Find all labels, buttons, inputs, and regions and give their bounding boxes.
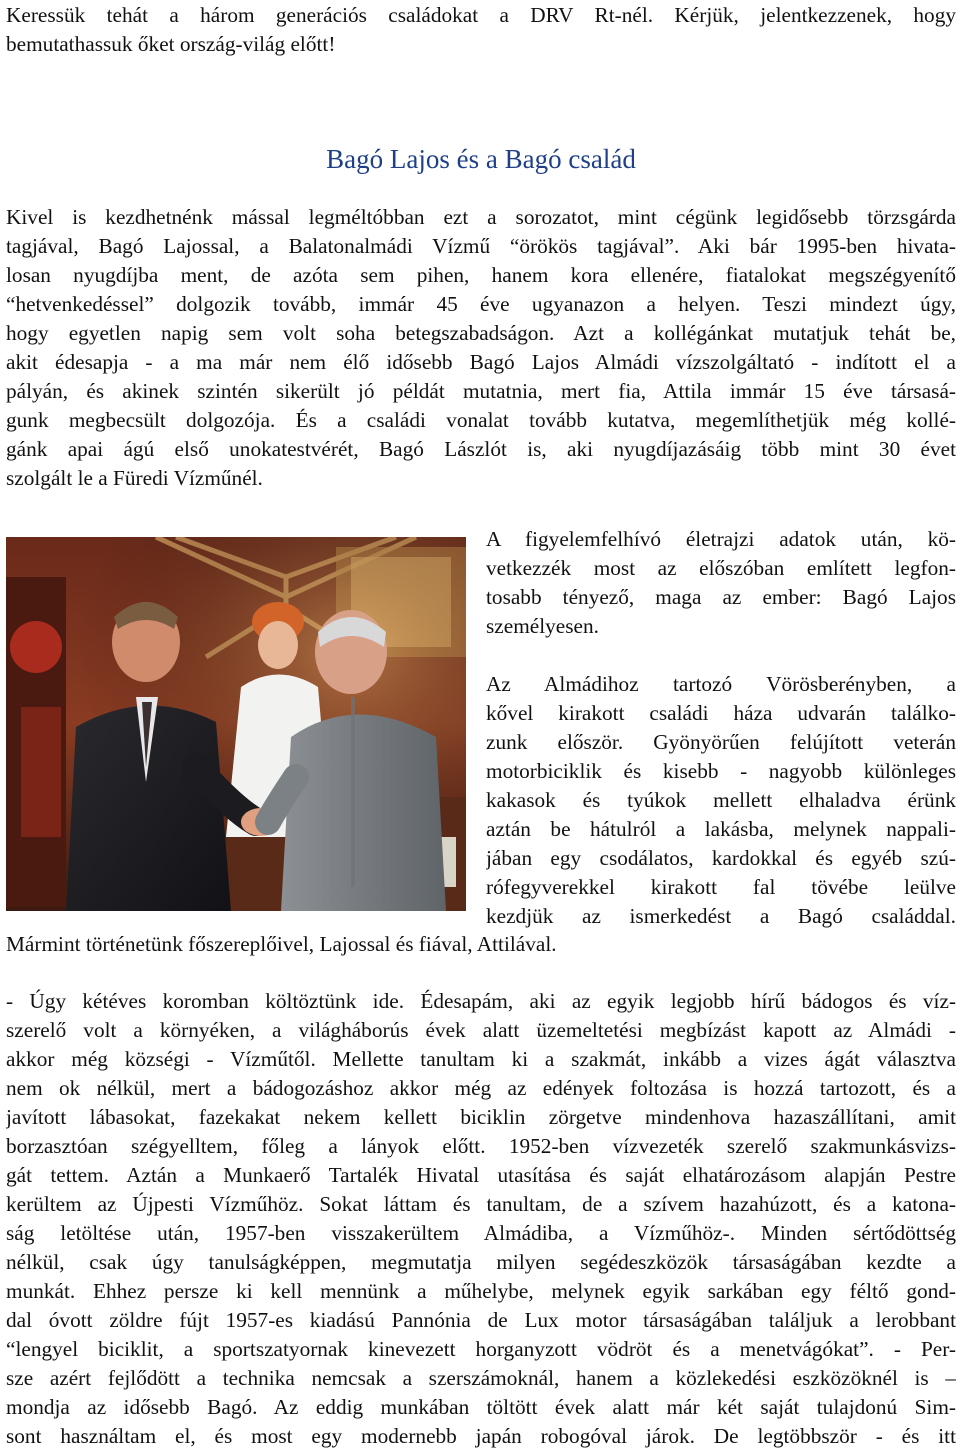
text-line: javított lábasokat, fazekakat nekem kellett biciklin zörgetve mindenhova hazaszállítani, amit: [6, 1105, 956, 1129]
text-line: aztán be hátulról a lakásba, melynek nappali-: [486, 817, 956, 841]
text-line: gát tettem. Aztán a Munkaerő Tartalék Hivatal utasítása és saját elhatározásom alapján Pestre: [6, 1163, 956, 1187]
text-line: - Úgy kétéves koromban költöztünk ide. Édesapám, aki az egyik legjobb hírű bádogos és víz-: [6, 989, 956, 1013]
text-line: akkor még községi - Vízműtől. Mellette tanultam ki a szakmát, inkább a vizes ágát választva: [6, 1047, 956, 1071]
text-line: tagjával, Bagó Lajossal, a Balatonalmádi Vízmű “örökös tagjával”. Aki bár 1995-ben hivata-: [6, 234, 956, 258]
text-line: kerültem az Újpesti Vízműhöz. Sokat láttam és tanultam, de a szívem hazahúzott, és a katona-: [6, 1192, 956, 1216]
text-line: nélkül, csak úgy tanulságképpen, megmutatja milyen segédeszközök társaságában kezdte a: [6, 1250, 956, 1274]
text-line: bemutathassuk őket ország-világ előtt!: [6, 32, 336, 56]
text-line: hogy egyetlen napig sem volt soha betegszabadságon. Azt a kollégánkat mutatjuk tehát be,: [6, 321, 956, 345]
text-line: kővel kirakott családi háza udvarán találko-: [486, 701, 956, 725]
side-paragraph-2: [486, 670, 956, 931]
text-line: tosabb tényező, maga az ember: Bagó Lajos: [486, 585, 956, 609]
intro-paragraph: [6, 0, 956, 59]
text-line: Kivel is kezdhetnénk mással legméltóbban ezt a sorozatot, mint cégünk legidősebb törzsgárda: [6, 205, 956, 229]
text-line: mondja az idősebb Bagó. Az eddig munkában töltött évek alatt már két saját tulajdonú Sim-: [6, 1395, 956, 1419]
text-line: sze azért fejlődött a technika nemcsak a szerszámoknál, hanem a közlekedési eszközöknél is –: [6, 1366, 956, 1390]
document-page: [6, 0, 956, 1448]
text-line: jában egy csodálatos, kardokkal és egyéb szú-: [486, 846, 956, 870]
text-line: munkát. Ehhez persze ki kell mennünk a műhelybe, melynek egyik sarkában egy féltő gond-: [6, 1279, 956, 1303]
text-line: Az Almádihoz tartozó Vörösberényben, a: [486, 672, 956, 696]
text-line: dal óvott zöldre fújt 1957-es kiadású Pannónia de Lux motor társaságában találjuk a lerobbant: [6, 1308, 956, 1332]
text-line: “hetvenkedéssel” dolgozik tovább, immár 45 éve ugyanazon a helyen. Teszi mindezt úgy,: [6, 292, 956, 316]
text-line: motorbiciklik és kisebb - nagyobb különleges: [486, 759, 956, 783]
text-line: pályán, és akinek szintén sikerült jó példát mutatnia, mert fia, Attila immár 15 éve társasá-: [6, 379, 956, 403]
paragraph-3: [6, 987, 956, 1451]
text-line: vetkezzék most az előszóban említett legfon-: [486, 556, 956, 580]
text-line: Keressük tehát a három generációs családokat a DRV Rt-nél. Kérjük, jelentkezzenek, hogy: [6, 3, 956, 27]
text-line: szerelő volt a környéken, a világháborús évek alatt üzemeltetési megbízást kapott az Almádi -: [6, 1018, 956, 1042]
text-line: gunk megbecsült dolgozója. És a családi vonalat tovább kutatva, megemlíthetjük még kollé-: [6, 408, 956, 432]
text-line: kezdjük az ismerkedést a Bagó családdal.: [486, 904, 956, 928]
text-line: ság letöltése után, 1957-ben visszakerültem Almádiba, a Vízműhöz-. Minden sértődöttség: [6, 1221, 956, 1245]
text-line: zunk először. Gyönyörűen felújított veterán: [486, 730, 956, 754]
text-line: akit édesapja - a ma már nem élő idősebb Bagó Lajos Almádi vízszolgáltató - indított el a: [6, 350, 956, 374]
section-title: Bagó Lajos és a Bagó család: [326, 144, 636, 174]
photo-handshake: [6, 537, 466, 911]
paragraph-2-end: [6, 930, 956, 959]
text-line: rófegyverekkel kirakott fal tövébe leülve: [486, 875, 956, 899]
text-line: kakasok és tyúkok mellett elhaladva érünk: [486, 788, 956, 812]
text-line: szolgált le a Füredi Vízműnél.: [6, 466, 263, 490]
side-paragraph-1: [486, 525, 956, 641]
text-line: Mármint történetünk főszereplőivel, Lajossal és fiával, Attilával.: [6, 932, 557, 956]
text-line: gánk apai ágú első unokatestvérét, Bagó Lászlót is, aki nyugdíjazásáig több mint 30 évet: [6, 437, 956, 461]
paragraph-1: [6, 203, 956, 493]
text-line: személyesen.: [486, 614, 599, 638]
text-line: A figyelemfelhívó életrajzi adatok után, kö-: [486, 527, 956, 551]
text-line: “lengyel biciklit, a sportszatyornak kinevezett horganyzott vödröt és a menetvágókat”. - Per-: [6, 1337, 956, 1361]
text-line: losan nyugdíjba ment, de azóta sem pihen, hanem kora ellenére, fiatalokat megszégyenítő: [6, 263, 956, 287]
text-line: borzasztóan szégyelltem, főleg a lányok előtt. 1952-ben vízvezeték szerelő szakmunkásvizs-: [6, 1134, 956, 1158]
text-line: sont használtam el, és most egy modernebb japán robogóval járok. De legtöbbször - és itt: [6, 1424, 956, 1448]
text-line: nem ok nélkül, mert a bádogozáshoz akkor még az edények foltozása is hozzá tartozott, és a: [6, 1076, 956, 1100]
